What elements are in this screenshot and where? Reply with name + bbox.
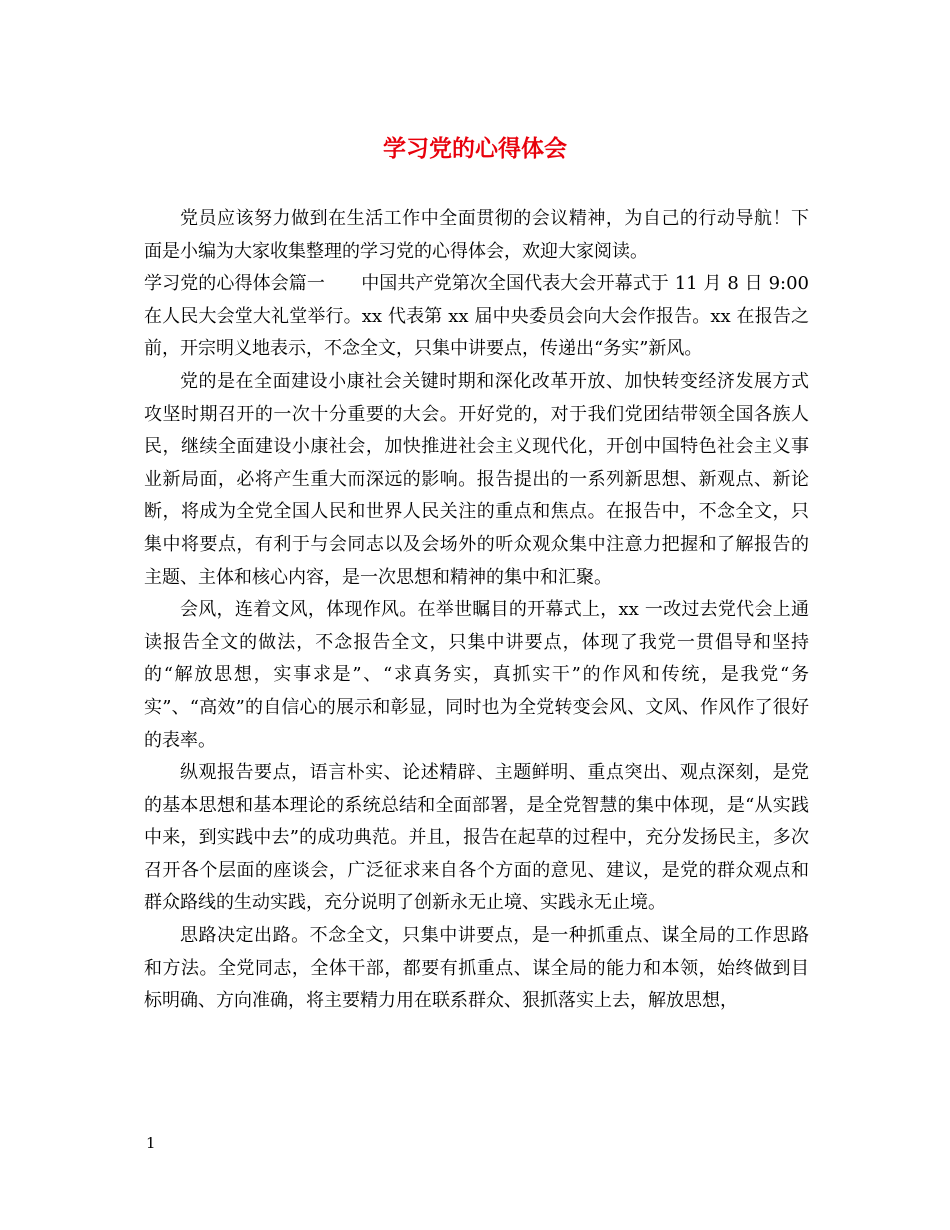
paragraph-significance: 党的是在全面建设小康社会关键时期和深化改革开放、加快转变经济发展方式攻坚时期召开的一次十分重要的大会。开好党的，对于我们党团结带领全国各族人民，继续全面建设小康社会，加快推进社会主义现代化，开创中国特色社会主义事业新局面，必将产生重大而深远的影响。报告提出的一系列新思想、新观点、新论断，将成为全党全国人民和世界人民关注的重点和焦点。在报告中，不念全文，只集中将要点，有利于与会同志以及会场外的听众观众集中注意力把握和了解报告的主题、主体和核心内容，是一次思想和精神的集中和汇聚。 [144,370,809,588]
paragraph-meeting-style: 会风，连着文风，体现作风。在举世瞩目的开幕式上，xx 一改过去党代会上通读报告全文的做法，不念报告全文，只集中讲要点，体现了我党一贯倡导和坚持的“解放思想，实事求是”、“求真务实，真抓实干”的作风和传统，是我党“务实”、“高效”的自信心的展示和彰显，同时也为全党转变会风、文风、作风作了很好的表率。 [144,599,809,751]
page-number: 1 [146,1134,156,1152]
paragraph-thinking-path: 思路决定出路。不念全文，只集中讲要点，是一种抓重点、谋全局的工作思路和方法。全党同志，全体干部，都要有抓重点、谋全局的能力和本领，始终做到目标明确、方向准确，将主要精力用在联系群众、狠抓落实上去，解放思想， [144,925,809,1012]
document-body [144,203,809,1018]
paragraph-intro: 党员应该努力做到在生活工作中全面贯彻的会议精神，为自己的行动导航！下面是小编为大家收集整理的学习党的心得体会，欢迎大家阅读。 [144,208,809,262]
paragraph-section-one: 学习党的心得体会篇一 中国共产党第次全国代表大会开幕式于 11 月 8 日 9:00 在人民大会堂大礼堂举行。xx 代表第 xx 届中央委员会向大会作报告。xx 在报告之前，开宗明义地表示，不念全文，只集中讲要点，传递出“务实”新风。 [144,273,809,360]
paragraph-report-summary: 纵观报告要点，语言朴实、论述精辟、主题鲜明、重点突出、观点深刻，是党的基本思想和基本理论的系统总结和全面部署，是全党智慧的集中体现，是“从实践中来，到实践中去”的成功典范。并且，报告在起草的过程中，充分发扬民主，多次召开各个层面的座谈会，广泛征求来自各个方面的意见、建议，是党的群众观点和群众路线的生动实践，充分说明了创新永无止境、实践永无止境。 [144,762,809,914]
document-title: 学习党的心得体会 [383,135,567,162]
